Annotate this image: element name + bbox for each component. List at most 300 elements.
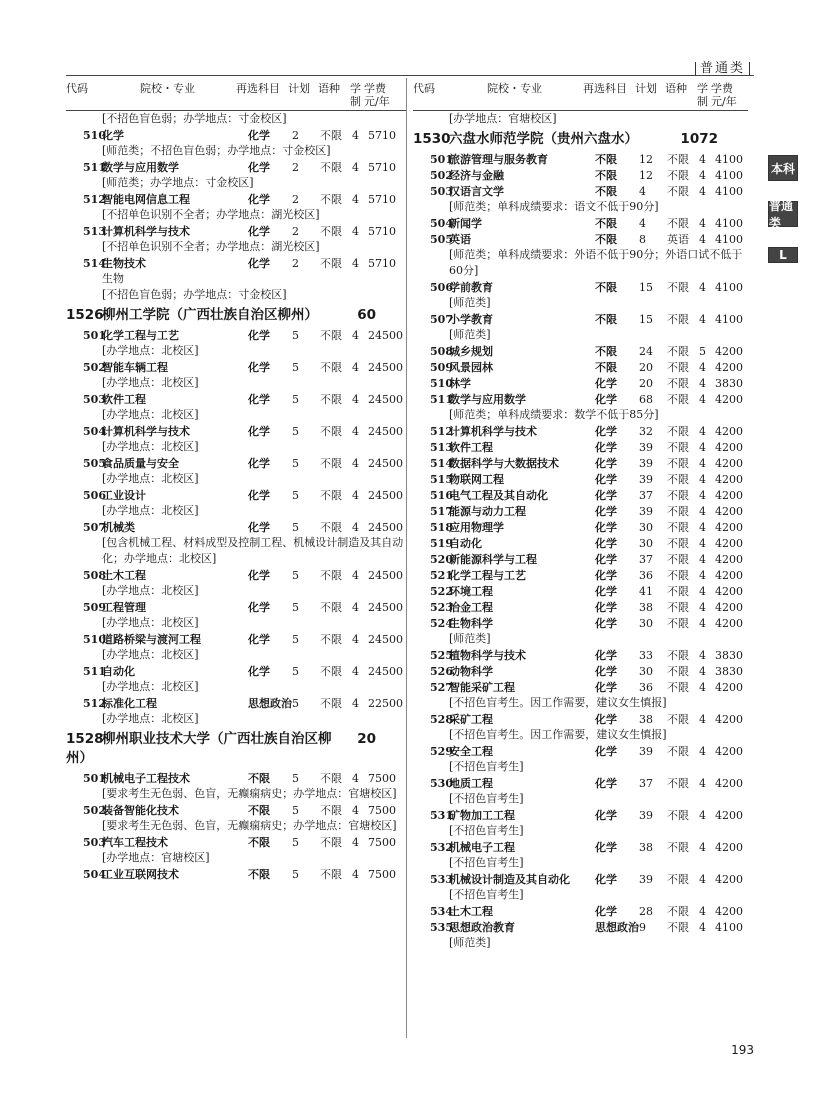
major-fee: 24500 bbox=[368, 329, 403, 342]
major-subject: 化学 bbox=[595, 521, 617, 534]
table-row bbox=[413, 152, 748, 167]
major-code: 528 bbox=[430, 713, 453, 726]
major-plan: 5 bbox=[292, 665, 299, 678]
header-fee: 学费元/年 bbox=[364, 82, 390, 108]
major-fee: 7500 bbox=[368, 836, 396, 849]
table-header-right bbox=[413, 78, 748, 111]
major-language: 不限 bbox=[667, 521, 689, 534]
major-years: 4 bbox=[699, 281, 706, 294]
major-name: 动物科学 bbox=[449, 665, 493, 678]
major-name: 工业互联网技术 bbox=[102, 868, 179, 881]
major-years: 4 bbox=[699, 665, 706, 678]
major-fee: 4200 bbox=[715, 361, 743, 374]
major-subject: 化学 bbox=[595, 489, 617, 502]
major-years: 4 bbox=[352, 772, 359, 785]
page-category: 普通类 bbox=[691, 57, 754, 76]
major-fee: 5710 bbox=[368, 193, 396, 206]
table-row bbox=[66, 568, 406, 583]
major-years: 4 bbox=[699, 425, 706, 438]
major-code: 503 bbox=[83, 836, 106, 849]
major-years: 4 bbox=[352, 425, 359, 438]
table-row bbox=[413, 504, 748, 519]
major-code: 515 bbox=[430, 473, 453, 486]
major-plan: 33 bbox=[639, 649, 653, 662]
major-note: [师范类] bbox=[449, 328, 491, 341]
major-years: 4 bbox=[699, 713, 706, 726]
major-name: 自动化 bbox=[449, 537, 482, 550]
school-code: 1526 bbox=[66, 307, 104, 323]
major-years: 4 bbox=[352, 836, 359, 849]
major-name: 智能采矿工程 bbox=[449, 681, 515, 694]
major-subject: 不限 bbox=[595, 153, 617, 166]
table-row bbox=[413, 216, 748, 231]
major-subject: 化学 bbox=[248, 161, 270, 174]
table-row bbox=[413, 552, 748, 567]
major-note: [不招色盲考生] bbox=[449, 824, 524, 837]
major-fee: 4200 bbox=[715, 841, 743, 854]
major-language: 不限 bbox=[320, 633, 342, 646]
major-language: 不限 bbox=[667, 617, 689, 630]
major-fee: 3830 bbox=[715, 665, 743, 678]
major-subject: 化学 bbox=[595, 441, 617, 454]
major-years: 4 bbox=[352, 257, 359, 270]
major-name: 机械电子工程 bbox=[449, 841, 515, 854]
school-heading bbox=[66, 306, 406, 325]
major-years: 4 bbox=[699, 553, 706, 566]
major-fee: 5710 bbox=[368, 161, 396, 174]
major-years: 4 bbox=[352, 457, 359, 470]
major-subject: 化学 bbox=[248, 569, 270, 582]
major-code: 503 bbox=[430, 185, 453, 198]
major-note: [师范类；单科成绩要求：数学不低于85分] bbox=[449, 408, 659, 421]
table-row bbox=[66, 192, 406, 207]
major-subject: 不限 bbox=[595, 313, 617, 326]
major-name: 数学与应用数学 bbox=[449, 393, 526, 406]
major-language: 不限 bbox=[320, 868, 342, 881]
major-plan: 24 bbox=[639, 345, 653, 358]
school-heading bbox=[413, 130, 748, 149]
major-years: 4 bbox=[699, 361, 706, 374]
table-row bbox=[413, 808, 748, 823]
major-name: 机械设计制造及其自动化 bbox=[449, 873, 570, 886]
major-name: 数学与应用数学 bbox=[102, 161, 179, 174]
major-code: 514 bbox=[430, 457, 453, 470]
major-note: [不招单色识别不全者；办学地点：湖光校区] bbox=[102, 208, 320, 221]
major-name: 学前教育 bbox=[449, 281, 493, 294]
major-code: 510 bbox=[83, 129, 106, 142]
major-name: 矿物加工工程 bbox=[449, 809, 515, 822]
header-language: 语种 bbox=[665, 82, 687, 95]
major-note: [办学地点：北校区] bbox=[102, 680, 199, 693]
major-fee: 4200 bbox=[715, 681, 743, 694]
major-fee: 24500 bbox=[368, 633, 403, 646]
table-row bbox=[413, 280, 748, 295]
major-subject: 化学 bbox=[595, 841, 617, 854]
major-subject: 化学 bbox=[595, 425, 617, 438]
major-language: 不限 bbox=[320, 772, 342, 785]
school-heading bbox=[66, 730, 406, 768]
header-fee: 学费元/年 bbox=[711, 82, 737, 108]
major-code: 514 bbox=[83, 257, 106, 270]
major-name: 机械类 bbox=[102, 521, 135, 534]
major-plan: 38 bbox=[639, 841, 653, 854]
major-years: 4 bbox=[699, 489, 706, 502]
major-language: 不限 bbox=[667, 345, 689, 358]
major-name: 土木工程 bbox=[449, 905, 493, 918]
major-name: 旅游管理与服务教育 bbox=[449, 153, 548, 166]
major-fee: 24500 bbox=[368, 665, 403, 678]
major-plan: 36 bbox=[639, 569, 653, 582]
major-subject: 化学 bbox=[248, 257, 270, 270]
major-subject: 化学 bbox=[248, 361, 270, 374]
major-language: 不限 bbox=[320, 225, 342, 238]
major-plan: 5 bbox=[292, 521, 299, 534]
header-subject: 再选科目 bbox=[583, 82, 627, 95]
major-plan: 5 bbox=[292, 601, 299, 614]
table-row bbox=[66, 835, 406, 850]
major-language: 不限 bbox=[320, 665, 342, 678]
table-row bbox=[66, 128, 406, 143]
major-note: 生物 bbox=[102, 272, 124, 285]
table-row bbox=[413, 472, 748, 487]
major-note: [师范类；办学地点：寸金校区] bbox=[102, 176, 254, 189]
table-row bbox=[66, 664, 406, 679]
major-fee: 3830 bbox=[715, 649, 743, 662]
major-code: 517 bbox=[430, 505, 453, 518]
major-years: 4 bbox=[699, 153, 706, 166]
major-code: 507 bbox=[83, 521, 106, 534]
school-code: 1528 bbox=[66, 731, 104, 747]
tab-undergraduate[interactable]: 本科 bbox=[768, 155, 798, 181]
right-entries bbox=[413, 111, 748, 951]
major-years: 4 bbox=[699, 921, 706, 934]
major-name: 数据科学与大数据技术 bbox=[449, 457, 559, 470]
major-code: 512 bbox=[83, 697, 106, 710]
major-language: 不限 bbox=[667, 841, 689, 854]
major-language: 不限 bbox=[320, 569, 342, 582]
major-code: 525 bbox=[430, 649, 453, 662]
side-tabs bbox=[768, 155, 798, 283]
major-code: 505 bbox=[430, 233, 453, 246]
major-years: 4 bbox=[352, 697, 359, 710]
major-subject: 不限 bbox=[595, 361, 617, 374]
major-fee: 4200 bbox=[715, 537, 743, 550]
major-note: [师范类] bbox=[449, 936, 491, 949]
table-row bbox=[413, 360, 748, 375]
major-name: 生物技术 bbox=[102, 257, 146, 270]
major-language: 不限 bbox=[667, 217, 689, 230]
major-code: 535 bbox=[430, 921, 453, 934]
major-note: [师范类；单科成绩要求：外语不低于90分；外语口试不低于60分] bbox=[449, 248, 743, 277]
major-plan: 37 bbox=[639, 777, 653, 790]
major-fee: 4200 bbox=[715, 505, 743, 518]
major-note: [包含机械工程、材料成型及控制工程、机械设计制造及其自动化；办学地点：北校区] bbox=[102, 536, 404, 565]
major-years: 4 bbox=[699, 569, 706, 582]
major-fee: 5710 bbox=[368, 257, 396, 270]
major-code: 509 bbox=[430, 361, 453, 374]
table-row bbox=[413, 440, 748, 455]
major-language: 不限 bbox=[320, 257, 342, 270]
major-language: 不限 bbox=[667, 777, 689, 790]
major-name: 土木工程 bbox=[102, 569, 146, 582]
major-years: 4 bbox=[352, 569, 359, 582]
school-name: 柳州工学院（广西壮族自治区柳州） bbox=[102, 307, 318, 323]
major-years: 4 bbox=[352, 193, 359, 206]
table-row bbox=[413, 568, 748, 583]
major-code: 516 bbox=[430, 489, 453, 502]
major-years: 4 bbox=[699, 217, 706, 230]
tab-general[interactable]: 普通类 bbox=[768, 201, 798, 227]
major-fee: 4200 bbox=[715, 809, 743, 822]
table-row bbox=[413, 616, 748, 631]
major-plan: 5 bbox=[292, 393, 299, 406]
major-plan: 37 bbox=[639, 553, 653, 566]
major-language: 不限 bbox=[667, 425, 689, 438]
major-fee: 4200 bbox=[715, 425, 743, 438]
major-note: [办学地点：官塘校区] bbox=[102, 851, 210, 864]
major-years: 4 bbox=[699, 905, 706, 918]
major-plan: 39 bbox=[639, 441, 653, 454]
major-plan: 39 bbox=[639, 457, 653, 470]
major-name: 新能源科学与工程 bbox=[449, 553, 537, 566]
major-subject: 化学 bbox=[595, 505, 617, 518]
table-row bbox=[413, 376, 748, 391]
table-row bbox=[413, 776, 748, 791]
header-subject: 再选科目 bbox=[236, 82, 280, 95]
major-fee: 4100 bbox=[715, 185, 743, 198]
major-plan: 5 bbox=[292, 804, 299, 817]
major-fee: 24500 bbox=[368, 457, 403, 470]
major-plan: 30 bbox=[639, 521, 653, 534]
major-plan: 12 bbox=[639, 153, 653, 166]
table-row bbox=[66, 488, 406, 503]
major-plan: 5 bbox=[292, 569, 299, 582]
major-years: 4 bbox=[699, 505, 706, 518]
major-years: 4 bbox=[352, 521, 359, 534]
major-code: 510 bbox=[430, 377, 453, 390]
table-row bbox=[413, 840, 748, 855]
table-row bbox=[66, 160, 406, 175]
school-plan: 20 bbox=[357, 731, 376, 747]
table-row bbox=[413, 664, 748, 679]
header-code: 代码 bbox=[66, 82, 88, 95]
school-plan: 1072 bbox=[680, 131, 718, 147]
major-fee: 24500 bbox=[368, 393, 403, 406]
major-years: 5 bbox=[699, 345, 706, 358]
major-years: 4 bbox=[352, 868, 359, 881]
major-plan: 36 bbox=[639, 681, 653, 694]
major-years: 4 bbox=[699, 313, 706, 326]
major-language: 不限 bbox=[667, 505, 689, 518]
major-years: 4 bbox=[699, 393, 706, 406]
major-name: 食品质量与安全 bbox=[102, 457, 179, 470]
table-row bbox=[413, 904, 748, 919]
table-row bbox=[413, 488, 748, 503]
major-plan: 32 bbox=[639, 425, 653, 438]
major-language: 不限 bbox=[320, 193, 342, 206]
major-plan: 5 bbox=[292, 868, 299, 881]
column-divider bbox=[406, 78, 407, 1038]
major-code: 518 bbox=[430, 521, 453, 534]
major-language: 不限 bbox=[320, 697, 342, 710]
major-fee: 4100 bbox=[715, 169, 743, 182]
major-note: [办学地点：北校区] bbox=[102, 344, 199, 357]
table-row bbox=[66, 803, 406, 818]
major-name: 英语 bbox=[449, 233, 471, 246]
major-note: [要求考生无色弱、色盲，无癫痫病史；办学地点：官塘校区] bbox=[102, 819, 397, 832]
major-plan: 4 bbox=[639, 217, 646, 230]
table-row bbox=[66, 224, 406, 239]
major-plan: 5 bbox=[292, 329, 299, 342]
table-row bbox=[413, 680, 748, 695]
major-plan: 2 bbox=[292, 161, 299, 174]
major-years: 4 bbox=[699, 649, 706, 662]
major-years: 4 bbox=[352, 633, 359, 646]
major-plan: 39 bbox=[639, 473, 653, 486]
major-plan: 68 bbox=[639, 393, 653, 406]
table-row bbox=[66, 392, 406, 407]
major-plan: 5 bbox=[292, 697, 299, 710]
major-subject: 化学 bbox=[248, 393, 270, 406]
major-code: 512 bbox=[430, 425, 453, 438]
major-code: 511 bbox=[83, 665, 106, 678]
major-subject: 化学 bbox=[248, 633, 270, 646]
major-years: 4 bbox=[699, 601, 706, 614]
major-subject: 化学 bbox=[595, 377, 617, 390]
major-subject: 不限 bbox=[595, 217, 617, 230]
major-language: 不限 bbox=[667, 601, 689, 614]
major-code: 502 bbox=[83, 361, 106, 374]
major-subject: 化学 bbox=[248, 521, 270, 534]
major-plan: 9 bbox=[639, 921, 646, 934]
major-language: 不限 bbox=[667, 905, 689, 918]
major-note: [不招色盲考生。因工作需要，建议女生慎报] bbox=[449, 696, 667, 709]
left-column bbox=[66, 78, 406, 882]
major-language: 不限 bbox=[667, 169, 689, 182]
page-number: 193 bbox=[731, 1043, 754, 1057]
major-note: [师范类；不招色盲色弱；办学地点：寸金校区] bbox=[102, 144, 331, 157]
major-subject: 化学 bbox=[248, 489, 270, 502]
major-language: 不限 bbox=[320, 601, 342, 614]
major-note: [不招色盲考生] bbox=[449, 888, 524, 901]
major-subject: 化学 bbox=[248, 329, 270, 342]
major-subject: 化学 bbox=[248, 457, 270, 470]
major-years: 4 bbox=[699, 441, 706, 454]
right-column bbox=[413, 78, 748, 951]
major-subject: 不限 bbox=[595, 233, 617, 246]
major-code: 504 bbox=[83, 425, 106, 438]
major-code: 502 bbox=[430, 169, 453, 182]
major-name: 工业设计 bbox=[102, 489, 146, 502]
major-name: 采矿工程 bbox=[449, 713, 493, 726]
major-language: 不限 bbox=[320, 425, 342, 438]
table-row bbox=[66, 632, 406, 647]
major-name: 标准化工程 bbox=[102, 697, 157, 710]
major-name: 软件工程 bbox=[102, 393, 146, 406]
major-language: 不限 bbox=[667, 313, 689, 326]
major-fee: 4200 bbox=[715, 617, 743, 630]
major-years: 4 bbox=[352, 329, 359, 342]
major-subject: 化学 bbox=[595, 473, 617, 486]
major-code: 504 bbox=[83, 868, 106, 881]
major-code: 501 bbox=[83, 772, 106, 785]
major-fee: 4200 bbox=[715, 745, 743, 758]
table-row bbox=[413, 424, 748, 439]
major-code: 508 bbox=[430, 345, 453, 358]
major-note: [办学地点：北校区] bbox=[102, 504, 199, 517]
major-plan: 5 bbox=[292, 425, 299, 438]
major-fee: 7500 bbox=[368, 772, 396, 785]
major-code: 508 bbox=[83, 569, 106, 582]
major-name: 思想政治教育 bbox=[449, 921, 515, 934]
major-name: 计算机科学与技术 bbox=[449, 425, 537, 438]
major-subject: 化学 bbox=[595, 713, 617, 726]
major-years: 4 bbox=[699, 617, 706, 630]
major-years: 4 bbox=[699, 457, 706, 470]
table-row bbox=[66, 360, 406, 375]
major-plan: 37 bbox=[639, 489, 653, 502]
major-subject: 思想政治 bbox=[595, 921, 639, 934]
major-plan: 39 bbox=[639, 505, 653, 518]
major-years: 4 bbox=[699, 873, 706, 886]
major-fee: 24500 bbox=[368, 521, 403, 534]
major-plan: 41 bbox=[639, 585, 653, 598]
major-code: 532 bbox=[430, 841, 453, 854]
major-fee: 4200 bbox=[715, 473, 743, 486]
major-subject: 不限 bbox=[595, 281, 617, 294]
major-name: 电气工程及其自动化 bbox=[449, 489, 548, 502]
major-code: 505 bbox=[83, 457, 106, 470]
major-language: 不限 bbox=[320, 521, 342, 534]
major-years: 4 bbox=[352, 601, 359, 614]
major-subject: 不限 bbox=[248, 772, 270, 785]
major-name: 化学工程与工艺 bbox=[449, 569, 526, 582]
tab-l[interactable]: L bbox=[768, 247, 798, 263]
major-name: 计算机科学与技术 bbox=[102, 225, 190, 238]
header-code: 代码 bbox=[413, 82, 435, 95]
major-plan: 5 bbox=[292, 836, 299, 849]
table-row bbox=[66, 600, 406, 615]
major-plan: 2 bbox=[292, 129, 299, 142]
major-subject: 化学 bbox=[595, 601, 617, 614]
major-years: 4 bbox=[699, 473, 706, 486]
table-row bbox=[413, 168, 748, 183]
major-subject: 不限 bbox=[595, 169, 617, 182]
table-header-left bbox=[66, 78, 406, 111]
major-name: 自动化 bbox=[102, 665, 135, 678]
major-plan: 5 bbox=[292, 361, 299, 374]
major-years: 4 bbox=[352, 129, 359, 142]
major-subject: 化学 bbox=[248, 193, 270, 206]
major-code: 511 bbox=[430, 393, 453, 406]
major-name: 生物科学 bbox=[449, 617, 493, 630]
table-row bbox=[413, 232, 748, 247]
major-subject: 化学 bbox=[595, 809, 617, 822]
major-subject: 化学 bbox=[595, 649, 617, 662]
major-subject: 化学 bbox=[595, 457, 617, 470]
major-subject: 化学 bbox=[248, 601, 270, 614]
major-code: 501 bbox=[83, 329, 106, 342]
major-plan: 28 bbox=[639, 905, 653, 918]
major-fee: 3830 bbox=[715, 377, 743, 390]
major-years: 4 bbox=[352, 393, 359, 406]
major-fee: 4200 bbox=[715, 873, 743, 886]
major-note: [办学地点：北校区] bbox=[102, 648, 199, 661]
major-code: 513 bbox=[83, 225, 106, 238]
major-name: 安全工程 bbox=[449, 745, 493, 758]
major-code: 509 bbox=[83, 601, 106, 614]
major-plan: 5 bbox=[292, 772, 299, 785]
